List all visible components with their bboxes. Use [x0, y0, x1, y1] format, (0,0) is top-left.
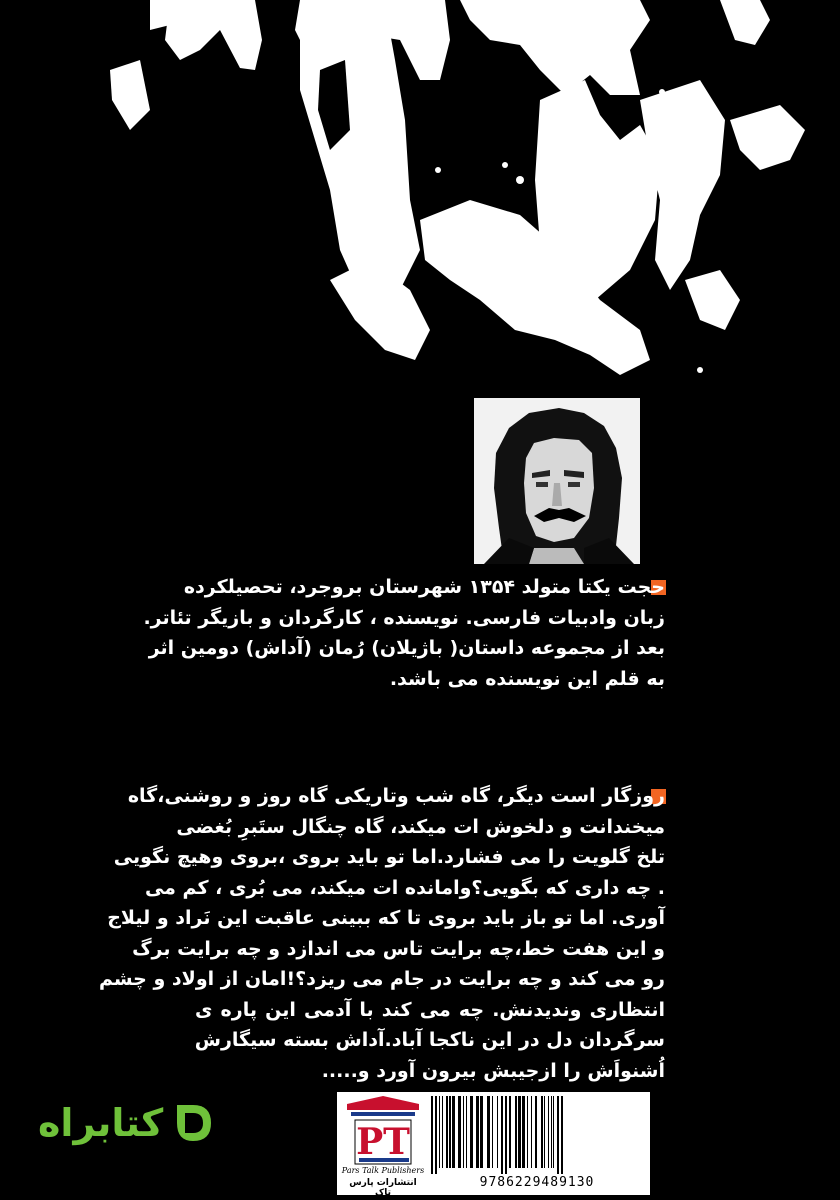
blurb-line: آوری. اما تو باز باید بروی تا که ببینی عاقبت این نَراد و لیلاج [107, 907, 665, 929]
barcode-bar [476, 1096, 479, 1168]
barcode-bar [458, 1096, 461, 1168]
barcode-bar [561, 1096, 563, 1174]
blurb-line: رو می کند و چه برایت در جام می ریزد؟!امان از اولاد و چشم [98, 968, 665, 990]
blurb-line: . چه داری که بگویی؟وامانده ات میکند، می بُری ، کم می [144, 876, 665, 899]
barcode-bar [466, 1096, 467, 1168]
barcode-bar [531, 1096, 532, 1168]
barcode-bar [515, 1096, 517, 1168]
publisher-mark: PT [356, 1121, 410, 1163]
barcode-bar [480, 1096, 483, 1168]
barcode-bar [501, 1096, 503, 1174]
ketabrah-logo [38, 1090, 215, 1156]
barcode-bar [518, 1096, 521, 1168]
barcode-bar [557, 1096, 559, 1174]
blurb-line: میخندانت و دلخوش ات میکند، گاه چنگال ستَبرِ بُغضی [176, 815, 665, 838]
blurb-line: اُشنواَش را ازجیبش بیرون آورد و..... [321, 1059, 665, 1082]
isbn-barcode [429, 1096, 645, 1174]
barcode-bar [522, 1096, 525, 1168]
barcode-panel [337, 1092, 650, 1198]
barcode-bar [446, 1096, 448, 1168]
barcode-bar [435, 1096, 437, 1174]
barcode-bar [487, 1096, 490, 1168]
ketabrah-book-icon [171, 1101, 215, 1145]
cover-artwork [0, 0, 840, 400]
barcode-bar [509, 1096, 511, 1168]
barcode-bar [551, 1096, 552, 1168]
barcode-bar [431, 1096, 433, 1174]
barcode-bar [541, 1096, 543, 1168]
author-portrait [474, 398, 640, 564]
barcode-bar [439, 1096, 440, 1168]
blurb-line: روزگار است دیگر، گاه شب وتاریکی گاه روز و روشنی،گاه [127, 785, 665, 807]
bio-line: زبان وادبیات فارسی. نویسنده ، کارگردان و بازیگر تئاتر. [143, 606, 665, 629]
author-bio [143, 572, 665, 694]
blurb-line: و این هفت خط،چه برایت تاس می اندازد و چه برایت برگ [132, 937, 665, 960]
publisher-name-fa: انتشارات پارس تاک [349, 1178, 417, 1198]
blurb-line: انتظاری وندیدنش. چه می کند با آدمی این پاره ی [195, 998, 665, 1021]
barcode-bar [452, 1096, 455, 1168]
barcode-bar [463, 1096, 464, 1168]
barcode-bar [548, 1096, 549, 1168]
ketabrah-logo-text: کتابراه [38, 1101, 164, 1145]
barcode-bar [553, 1096, 554, 1168]
barcode-bar [527, 1096, 528, 1168]
bio-line: بعد از مجموعه داستان( باژیلان) رُمان (آداش) دومین اثر [148, 637, 665, 659]
publisher-logo [341, 1096, 425, 1191]
publisher-name-en: Pars Talk Publishers [341, 1166, 425, 1175]
barcode-bar [442, 1096, 443, 1168]
barcode-bar [449, 1096, 451, 1168]
barcode-bar [544, 1096, 545, 1168]
bio-line: حجت یکتا متولد ۱۳۵۴ شهرستان بروجرد، تحصیلکرده [183, 576, 665, 598]
barcode-bar [535, 1096, 537, 1168]
isbn-number: 9786229489130 [479, 1175, 595, 1190]
barcode-bar [492, 1096, 493, 1168]
barcode-bar [497, 1096, 498, 1168]
barcode-bar [470, 1096, 473, 1168]
book-blurb [98, 781, 665, 1086]
blurb-line: تلخ گلویت را می فشارد.اما تو باید بروی ،بروی وهیچ نگویی [113, 846, 665, 868]
bio-line: به قلم این نویسنده می باشد. [389, 667, 665, 690]
barcode-bar [505, 1096, 507, 1174]
blurb-line: سرگردان دل در این ناکجا آباد.آداش بسته سیگارش [194, 1029, 665, 1051]
